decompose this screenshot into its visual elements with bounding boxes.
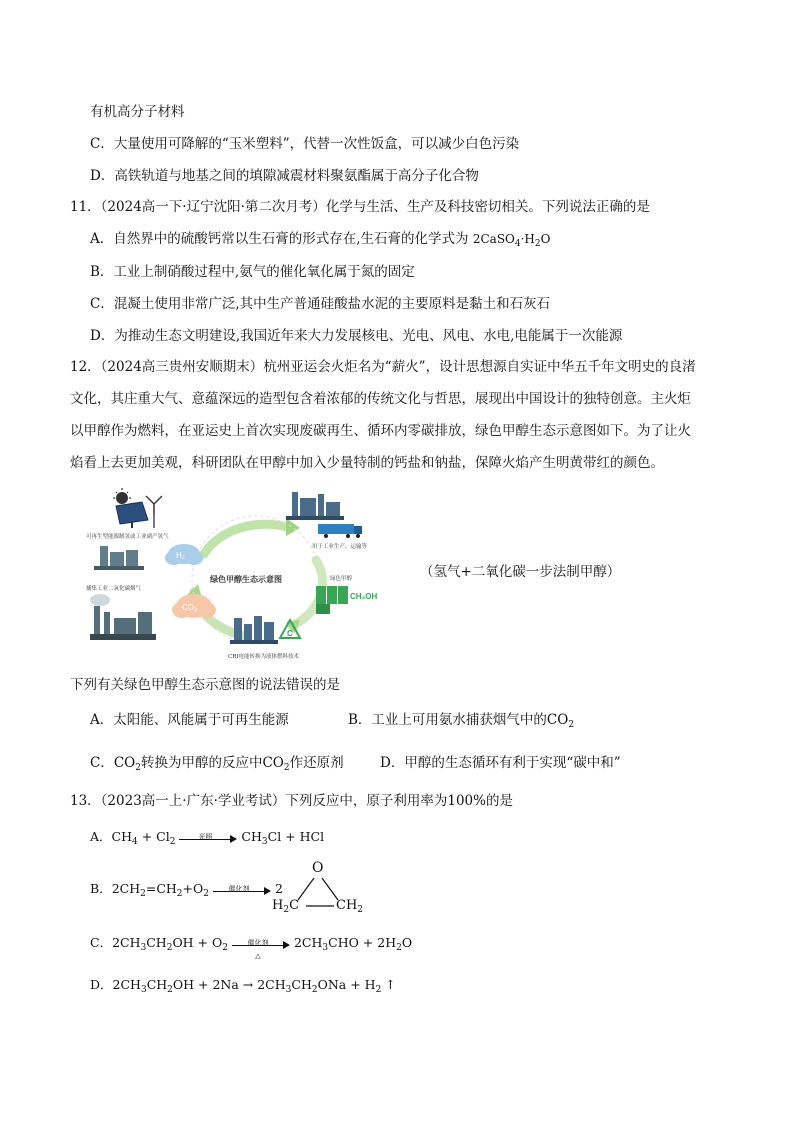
q13-option-d: D．$2CH_3CH_2OH + 2Na \to 2CH_3CH_2ONa + H_2$ ↑	[90, 977, 396, 995]
q11-option-b: B．工业上制硝酸过程中,氨气的催化氧化属于氮的固定	[90, 264, 415, 280]
svg-text:C: C	[287, 629, 293, 638]
co2-cloud-icon	[172, 594, 216, 618]
h2-cloud-icon	[165, 544, 203, 565]
diagram-caption: （氢气+二氧化碳一步法制甲醇）	[420, 564, 621, 580]
label-cri: CRI电能转换为液体燃料技术	[228, 654, 300, 660]
q11-option-d: D．为推动生态文明建设,我国近年来大力发展核电、光电、风电、水电,电能属于一次能源	[90, 328, 623, 344]
label-green-methanol: 绿色甲醇	[330, 576, 353, 582]
label-capture: 捕集工业二氧化碳烟气	[86, 586, 142, 592]
label-use: 用于工业生产、运输等	[312, 544, 368, 550]
center-title: 绿色甲醇生态示意图	[210, 575, 282, 584]
reaction-arrow-a: 光照	[179, 831, 237, 845]
q10-line-cont: 有机高分子材料	[90, 104, 185, 120]
q12-stem-line2: 文化，其庄重大气、意蕴深远的造型包含着浓郁的传统文化与哲思，展现出中国设计的独特创意。主火炬	[70, 391, 691, 407]
gypsum-formula: $2CaSO_4\cdot H_2O$	[472, 232, 551, 249]
q13-stem: 13．（2023高一上·广东·学业考试）下列反应中，原子利用率为100%的是	[70, 793, 513, 809]
q11-stem: 11．（2024高一下·辽宁沈阳·第二次月考）化学与生活、生产及科技密切相关。下列说法正确的是	[70, 199, 650, 215]
methanol-barrels-icon	[316, 586, 377, 614]
q13-option-c: C．$2CH_3CH_2OH + O_2$ 催化剂 △ $2CH_3CHO + 2H_2O$	[90, 935, 413, 960]
q12-option-c: C．$CO_2$转换为甲醇的反应中$CO_2$作还原剂	[90, 755, 344, 773]
q11-option-a: A．自然界中的硫酸钙常以生石膏的形式存在,生石膏的化学式为 $2CaSO_4\cdot H_2O$	[90, 231, 551, 249]
svg-text:H₂: H₂	[176, 551, 185, 560]
q12-stem-line3: 以甲醇作为燃料，在亚运史上首次实现废碳再生、循环内零碳排放，绿色甲醇生态示意图如下。为了让火	[70, 423, 691, 439]
factory-icon-1	[94, 546, 144, 570]
plant-icon	[230, 616, 278, 644]
q12-option-a: A．太阳能、风能属于可再生能源	[90, 712, 289, 728]
green-methanol-diagram	[86, 488, 406, 666]
q12-stem-line1: 12．（2024高三贵州安顺期末）杭州亚运会火炬名为“薪火”，设计思想源自实证中华五千年文明史的良渚	[70, 359, 696, 375]
q12-stem-line4: 焰看上去更加美观，科研团队在甲醇中加入少量特制的钙盐和钠盐，保障火焰产生明黄带红的颜色。	[70, 455, 664, 471]
factory-icon-2	[90, 594, 156, 640]
solar-panel-icon	[113, 488, 148, 528]
svg-text:CH₃OH: CH₃OH	[350, 592, 378, 601]
truck-icon	[318, 524, 362, 538]
diagram-svg	[86, 488, 406, 666]
epoxide-structure: O $H_2C$ $CH_2$	[272, 860, 364, 915]
q13-option-b: B．$2CH_2=CH_2+O_2$ 催化剂 2	[90, 881, 283, 899]
q11-option-c: C．混凝土使用非常广泛,其中生产普通硅酸盐水泥的主要原料是黏土和石灰石	[90, 296, 551, 312]
q13-option-a: A．$CH_4 + Cl_2$ 光照 $CH_3Cl$ + HCl	[90, 829, 325, 847]
svg-text:CO₂: CO₂	[182, 603, 198, 612]
q12-option-b: B．工业上可用氨水捕获烟气中的$CO_2$	[348, 712, 575, 730]
label-renewable: 可再生型能源制氢或工业副产氢气	[86, 534, 169, 540]
q12-ask: 下列有关绿色甲醇生态示意图的说法错误的是	[70, 677, 340, 693]
q10-option-d: D．高铁轨道与地基之间的填隙减震材料聚氨酯属于高分子化合物	[90, 168, 479, 184]
q12-option-d: D．甲醇的生态循环有利于实现“碳中和”	[380, 755, 621, 771]
factory-icon-3	[286, 492, 344, 520]
q10-option-c: C．大量使用可降解的“玉米塑料”，代替一次性饭盒，可以减少白色污染	[90, 136, 520, 152]
reaction-arrow-b: 催化剂	[213, 883, 271, 897]
wind-turbine-icon	[146, 496, 162, 528]
reaction-arrow-c: 催化剂 △	[232, 937, 290, 951]
